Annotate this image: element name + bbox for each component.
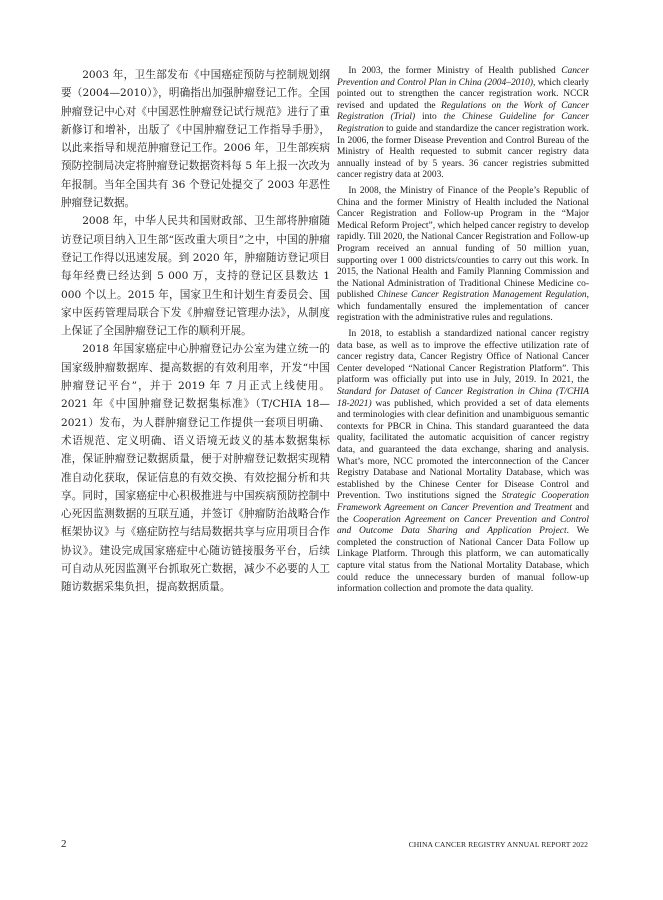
cooperation-agreement-italic: Cooperation Agreement on Cancer Prevention and Control and Outcome Data Sharing and Application Project: [337, 514, 589, 537]
dataset-standard-italic: Standard for Dataset of Cancer Registration in China (T/CHIA 18-2021): [337, 387, 589, 409]
plan-title-italic: Cancer Prevention and Control Plan in China (2004–2010): [337, 66, 589, 88]
guideline-title-italic: the Chinese Guideline for Cancer Registration: [337, 112, 590, 134]
english-text-column: [337, 66, 589, 600]
running-title: CHINA CANCER REGISTRY ANNUAL REPORT 2022: [408, 840, 588, 849]
english-paragraph-2003: In 2003, the former Ministry of Health published Cancer Prevention and Control Plan in China (2004–2010), which clearly pointed out to strengthen the cancer registration work. NCCR revised and updated the Regulations on the Work of Cancer Registration (Trial) into the Chinese Guideline for Cancer Registration to guide and standardize the cancer registration work. In 2006, the former Disease Prevention and Control Bureau of the Ministry of Health requested to submit cancer registry data annually instead of by 5 years. 36 cancer registries submitted cancer registry data at 2003.: [337, 66, 590, 181]
chinese-text-column: [61, 66, 330, 597]
english-paragraph-2018: In 2018, to establish a standardized national cancer registry data base, as well as to improve the effective utilization rate of cancer registry data, Cancer Registry Office of National Cancer Center developed “National Cancer Registration Platform”. This platform was officially put into use in July, 2019. In 2021, the Standard for Dataset of Cancer Registration in China (T/CHIA 18-2021) was published, which provided a set of data elements and terminologies with clear definition and unambiguous semantic contexts for PBCR in China. This standard guaranteed the data quality, facilitated the automatic acquisition of cancer registry data, and guaranteed the data exchange, sharing and analysis. What’s more, NCC promoted the interconnection of the Cancer Registry Database and National Mortality Database, which was established by the Chinese Center for Disease Control and Prevention. Two institutions signed the Strategic Cooperation Framework Agreement on Cancer Prevention and Treatment and the Cooperation Agreement on Cancer Prevention and Control and Outcome Data Sharing and Application Project. We completed the construction of National Cancer Data Follow up Linkage Platform. Through this platform, we can automatically capture vital status from the National Mortality Database, which could reduce the unnecessary burden of manual follow-up information collection and promote the data quality.: [337, 329, 589, 595]
chinese-paragraph-2003: 2003 年，卫生部发布《中国癌症预防与控制规划纲要（2004—2010）》，明确指出加强肿瘤登记工作。全国肿瘤登记中心对《中国恶性肿瘤登记试行规范》进行了重新修订和增补，出版了《中国肿瘤登记工作指导手册》，以此来指导和规范肿瘤登记工作。2006 年，卫生部疾病预防控制局决定将肿瘤登记数据资料每 5 年上报一次改为年报制。当年全国共有 36 个登记处提交了 2003 年恶性肿瘤登记数据。: [61, 69, 330, 210]
chinese-paragraph-2018: 2018 年国家癌症中心肿瘤登记办公室为建立统一的国家级肿瘤数据库、提高数据的有效利用率，开发“中国肿瘤登记平台”，并于 2019 年 7 月正式上线使用。2021 年《中国肿瘤登记数据集标准》（T/CHIA 18—2021）发布，为人群肿瘤登记工作提供一套项目明确、术语规范、定义明确、语义语境无歧义的基本数据集标准，保证肿瘤登记数据质量，便于对肿瘤登记数据实现精准自动化获取，保证信息的有效交换、有效挖掘分析和共享。同时，国家癌症中心积极推进与中国疾病预防控制中心死因监测数据的互联互通，并签订《肿瘤防治战略合作框架协议》与《癌症防控与结局数据共享与应用项目合作协议》。建设完成国家癌症中心随访链接服务平台，后续可自动从死因监测平台抓取死亡数据，减少不必要的人工随访数据采集负担，提高数据质量。: [61, 343, 330, 594]
page-number: 2: [61, 838, 67, 850]
regulations-title-italic: Regulations on the Work of Cancer Registration (Trial): [337, 100, 589, 123]
chinese-paragraph-2008: 2008 年，中华人民共和国财政部、卫生部将肿瘤随访登记项目纳入卫生部“医改重大项目”之中，中国的肿瘤登记工作得以迅速发展。到 2020 年，肿瘤随访登记项目每年经费已经达到 5 000 万，支持的登记区县数达 1 000 个以上。2015 年，国家卫生和计划生育委员会、国家中医药管理局联合下发《肿瘤登记管理办法》，从制度上保证了全国肿瘤登记工作的顺利开展。: [61, 215, 330, 338]
management-regulation-italic: Chinese Cancer Registration Management Regulation: [377, 290, 587, 301]
english-paragraph-2008: In 2008, the Ministry of Finance of the People’s Republic of China and the former Ministry of Health included the National Cancer Registration and Follow-up Program in the “Major Medical Reform Project”, which helped cancer registry to develop rapidly. Till 2020, the National Cancer Registration and Follow-up Program received an annual funding of 50 million yuan, supporting over 1 000 districts/counties to carry out this work. In 2015, the National Health and Family Planning Commission and the National Administration of Traditional Chinese Medicine co-published Chinese Cancer Registration Management Regulation, which fundamentally ensured the implementation of cancer registration with the administrative rules and regulations.: [337, 185, 589, 324]
framework-agreement-italic: Strategic Cooperation Framework Agreement on Cancer Prevention and Treatment: [337, 491, 589, 513]
